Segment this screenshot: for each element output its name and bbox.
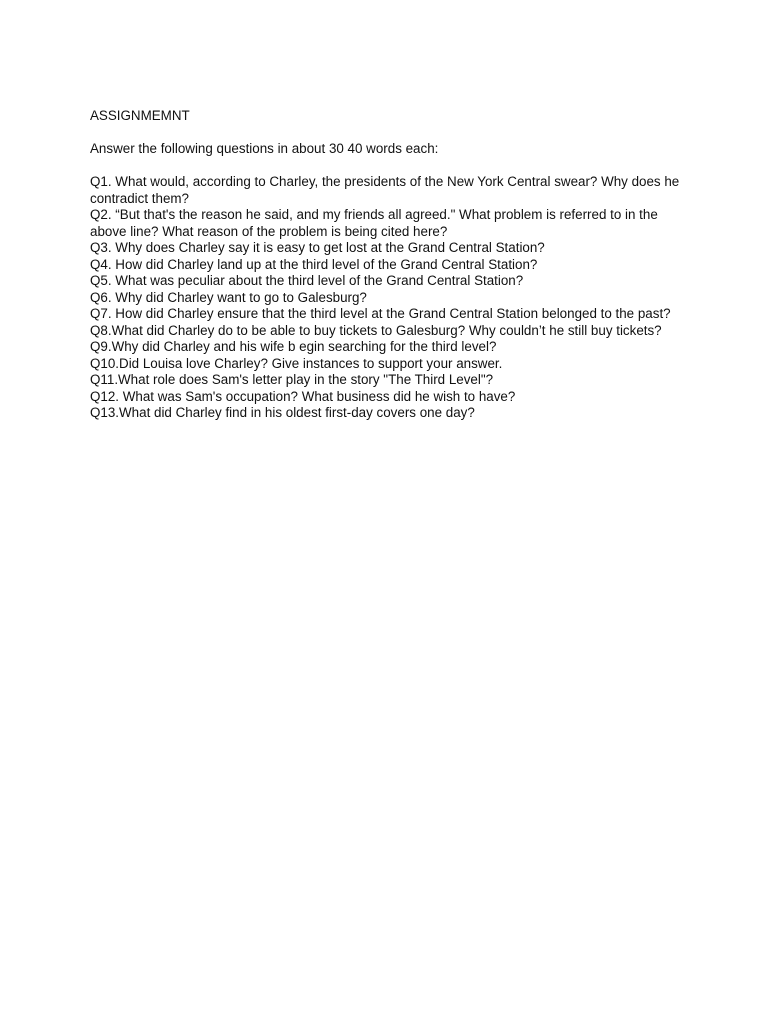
question-item: Q7. How did Charley ensure that the third level at the Grand Central Station belonged to the past? (90, 306, 671, 321)
question-item: Q1. What would, according to Charley, the presidents of the New York Central swear? Why does he contradict them? (90, 174, 680, 206)
question-item: Q13.What did Charley find in his oldest first-day covers one day? (90, 405, 475, 420)
question-item: Q9.Why did Charley and his wife b egin searching for the third level? (90, 339, 497, 354)
question-item: Q4. How did Charley land up at the third level of the Grand Central Station? (90, 256, 538, 272)
assignment-instruction: Answer the following questions in about 30 40 words each: (90, 141, 439, 156)
question-item: Q5. What was peculiar about the third level of the Grand Central Station? (90, 273, 524, 288)
question-list (90, 174, 690, 422)
question-item: Q11.What role does Sam's letter play in the story "The Third Level"? (90, 372, 494, 387)
question-item: Q6. Why did Charley want to go to Galesburg? (90, 289, 367, 305)
document-content (90, 108, 690, 422)
question-item: Q2. “But that's the reason he said, and my friends all agreed." What problem is referred to in the above line? What reason of the problem is being cited here? (90, 207, 658, 239)
question-item: Q12. What was Sam's occupation? What business did he wish to have? (90, 388, 516, 404)
document-title: ASSIGNMEMNT (90, 108, 190, 123)
question-item: Q8.What did Charley do to be able to buy tickets to Galesburg? Why couldn’t he still buy tickets? (90, 322, 662, 338)
question-item: Q10.Did Louisa love Charley? Give instances to support your answer. (90, 355, 503, 371)
question-item: Q3. Why does Charley say it is easy to get lost at the Grand Central Station? (90, 240, 545, 255)
